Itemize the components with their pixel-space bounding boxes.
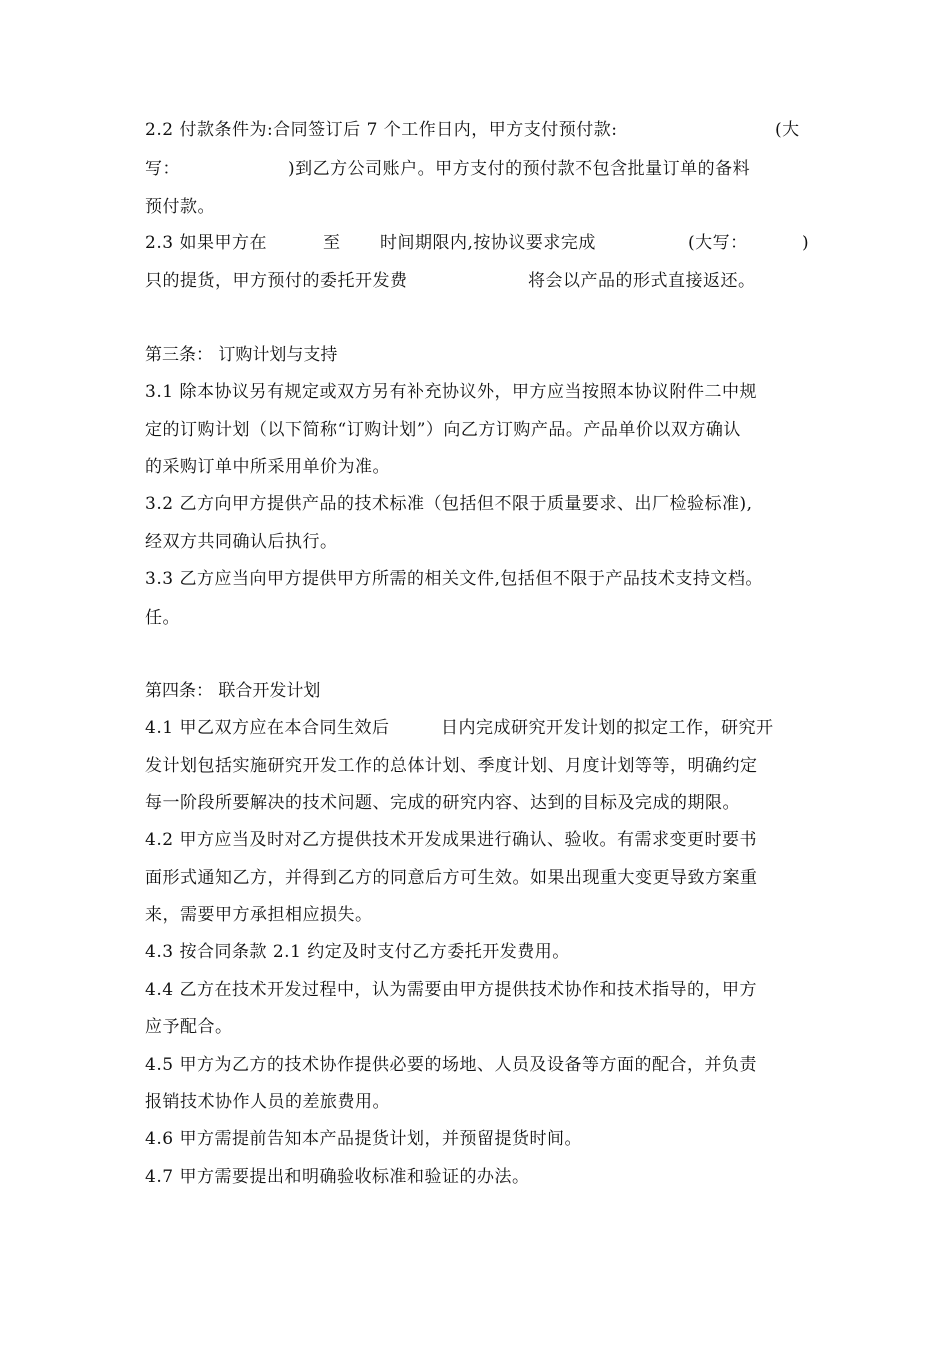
section-3-line: 任。	[145, 608, 180, 628]
clause-2-3-text-c: 时间期限内,按协议要求完成	[380, 233, 596, 253]
section-3-heading: 第三条： 订购计划与支持	[145, 345, 338, 365]
section-4-line: 每一阶段所要解决的技术问题、完成的研究内容、达到的目标及完成的期限。	[145, 793, 740, 813]
section-4-line: 4.2 甲方应当及时对乙方提供技术开发成果进行确认、验收。有需求变更时要书	[145, 830, 757, 850]
section-3-line: 经双方共同确认后执行。	[145, 532, 338, 552]
section-3-line: 定的订购计划（以下简称“订购计划”）向乙方订购产品。产品单价以双方确认	[145, 420, 741, 440]
clause-2-2-text-end: 预付款。	[145, 197, 215, 217]
clause-4-1-text-b: 日内完成研究开发计划的拟定工作，研究开	[441, 718, 774, 738]
clause-2-3-text-f: 只的提货，甲方预付的委托开发费	[145, 271, 408, 291]
clause-2-2-text: 2.2 付款条件为:合同签订后 7 个工作日内，甲方支付预付款:	[145, 120, 618, 140]
clause-2-3-text-a: 2.3 如果甲方在	[145, 233, 267, 253]
clause-2-2-uppercase-label-cont: 写：	[145, 159, 180, 179]
clause-4-1-text-a: 4.1 甲乙双方应在本合同生效后	[145, 718, 390, 738]
clause-2-2-text-cont: )到乙方公司账户。甲方支付的预付款不包含批量订单的备料	[288, 159, 751, 179]
section-4-heading: 第四条： 联合开发计划	[145, 681, 321, 701]
section-4-line: 4.4 乙方在技术开发过程中，认为需要由甲方提供技术协作和技术指导的，甲方	[145, 980, 757, 1000]
section-4-line: 4.5 甲方为乙方的技术协作提供必要的场地、人员及设备等方面的配合，并负责	[145, 1055, 757, 1075]
section-3-line: 3.3 乙方应当向甲方提供甲方所需的相关文件,包括但不限于产品技术支持文档。	[145, 569, 763, 589]
section-4-line: 发计划包括实施研究开发工作的总体计划、季度计划、月度计划等等，明确约定	[145, 756, 758, 776]
section-4-line: 应予配合。	[145, 1017, 233, 1037]
clause-2-2-uppercase-label: (大	[775, 120, 800, 140]
section-4-line: 4.7 甲方需要提出和明确验收标准和验证的办法。	[145, 1167, 530, 1187]
section-4-line: 来，需要甲方承担相应损失。	[145, 905, 373, 925]
section-3-line: 的采购订单中所采用单价为准。	[145, 457, 390, 477]
clause-2-3-text-b: 至	[323, 233, 341, 253]
clause-2-3-text-e: )	[802, 233, 810, 253]
section-4-line: 报销技术协作人员的差旅费用。	[145, 1092, 390, 1112]
section-3-line: 3.1 除本协议另有规定或双方另有补充协议外，甲方应当按照本协议附件二中规	[145, 382, 757, 402]
section-4-line: 面形式通知乙方，并得到乙方的同意后方可生效。如果出现重大变更导致方案重	[145, 868, 758, 888]
section-4-line: 4.6 甲方需提前告知本产品提货计划，并预留提货时间。	[145, 1129, 582, 1149]
clause-2-3-text-d: (大写：	[688, 233, 748, 253]
section-4-line: 4.3 按合同条款 2.1 约定及时支付乙方委托开发费用。	[145, 942, 570, 962]
section-3-line: 3.2 乙方向甲方提供产品的技术标准（包括但不限于质量要求、出厂检验标准),	[145, 494, 753, 514]
clause-2-3-text-g: 将会以产品的形式直接返还。	[528, 271, 756, 291]
